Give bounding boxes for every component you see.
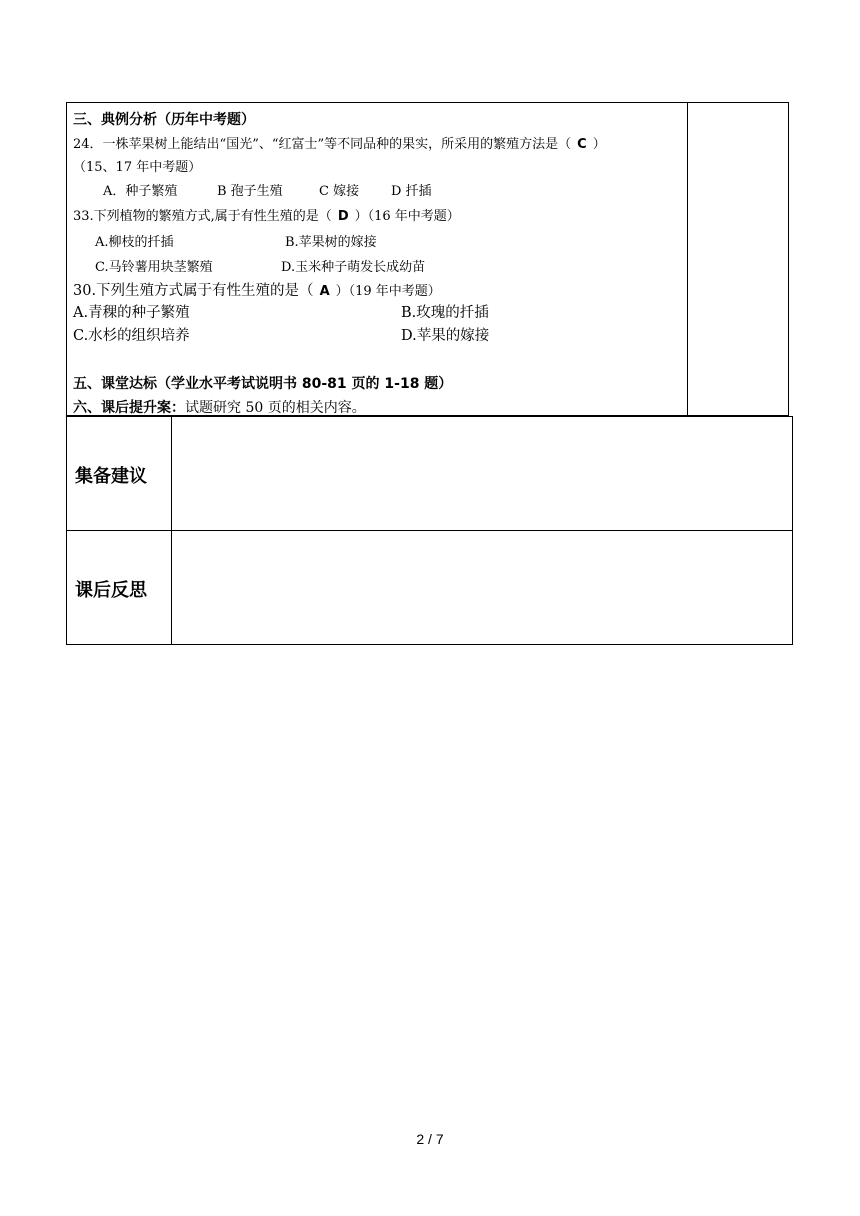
post-class-reflection-label: 课后反思 [75, 580, 147, 601]
section-6-label: 六、课后提升案： [73, 400, 185, 416]
q24-option-c: C 嫁接 [319, 184, 360, 199]
q24-stem [73, 133, 606, 152]
q24-option-a: A．种子繁殖 [103, 184, 178, 199]
section-3-title: 三、典例分析 [73, 112, 157, 128]
q24-option-d: D 扦插 [391, 184, 432, 199]
q33-option-a: A.柳枝的扦插 [95, 235, 174, 250]
q33-answer: D [337, 209, 349, 224]
q30-option-b: B.玫瑰的扦插 [401, 305, 489, 321]
q33-option-b: B.苹果树的嫁接 [285, 235, 377, 250]
q33-option-d: D.玉米种子萌发长成幼苗 [281, 260, 426, 275]
lesson-content-table [66, 102, 789, 416]
q33-stem [73, 205, 460, 224]
q24-option-b: B 孢子生殖 [217, 184, 283, 199]
section-6-text: 试题研究 50 页的相关内容。 [185, 400, 366, 416]
q30-stem [73, 279, 441, 300]
q30-option-d: D.苹果的嫁接 [401, 328, 490, 344]
column-divider [687, 103, 688, 415]
planning-suggestions-label: 集备建议 [75, 466, 147, 487]
q24-stem-text: 24．一株苹果树上能结出“国光”、“红富士”等不同品种的果实，所采用的繁殖方法是（ [73, 137, 572, 152]
q33-stem-close: ）（16 年中考题） [354, 209, 460, 224]
q33-option-c: C.马铃薯用块茎繁殖 [95, 260, 213, 275]
page-number: 2 / 7 [416, 1131, 444, 1147]
row-divider [67, 530, 792, 531]
reflection-table [66, 416, 793, 645]
section-5-heading: 五、课堂达标（学业水平考试说明书 80-81 页的 1-18 题） [73, 376, 453, 392]
q30-stem-text: 30.下列生殖方式属于有性生殖的是（ [73, 283, 314, 299]
section-3-note: （历年中考题） [157, 112, 255, 128]
q30-option-c: C.水杉的组织培养 [73, 328, 190, 344]
q24-answer: C [577, 137, 587, 152]
section-3-heading [73, 109, 255, 129]
q33-stem-text: 33.下列植物的繁殖方式,属于有性生殖的是（ [73, 209, 332, 224]
section-6-heading [73, 397, 366, 417]
q24-source: （15、17 年中考题） [73, 160, 202, 175]
q24-stem-close: ） [592, 137, 606, 152]
q30-option-a: A.青稞的种子繁殖 [73, 305, 190, 321]
q30-stem-close: ）（19 年中考题） [335, 284, 441, 299]
q30-answer: A [319, 284, 330, 299]
